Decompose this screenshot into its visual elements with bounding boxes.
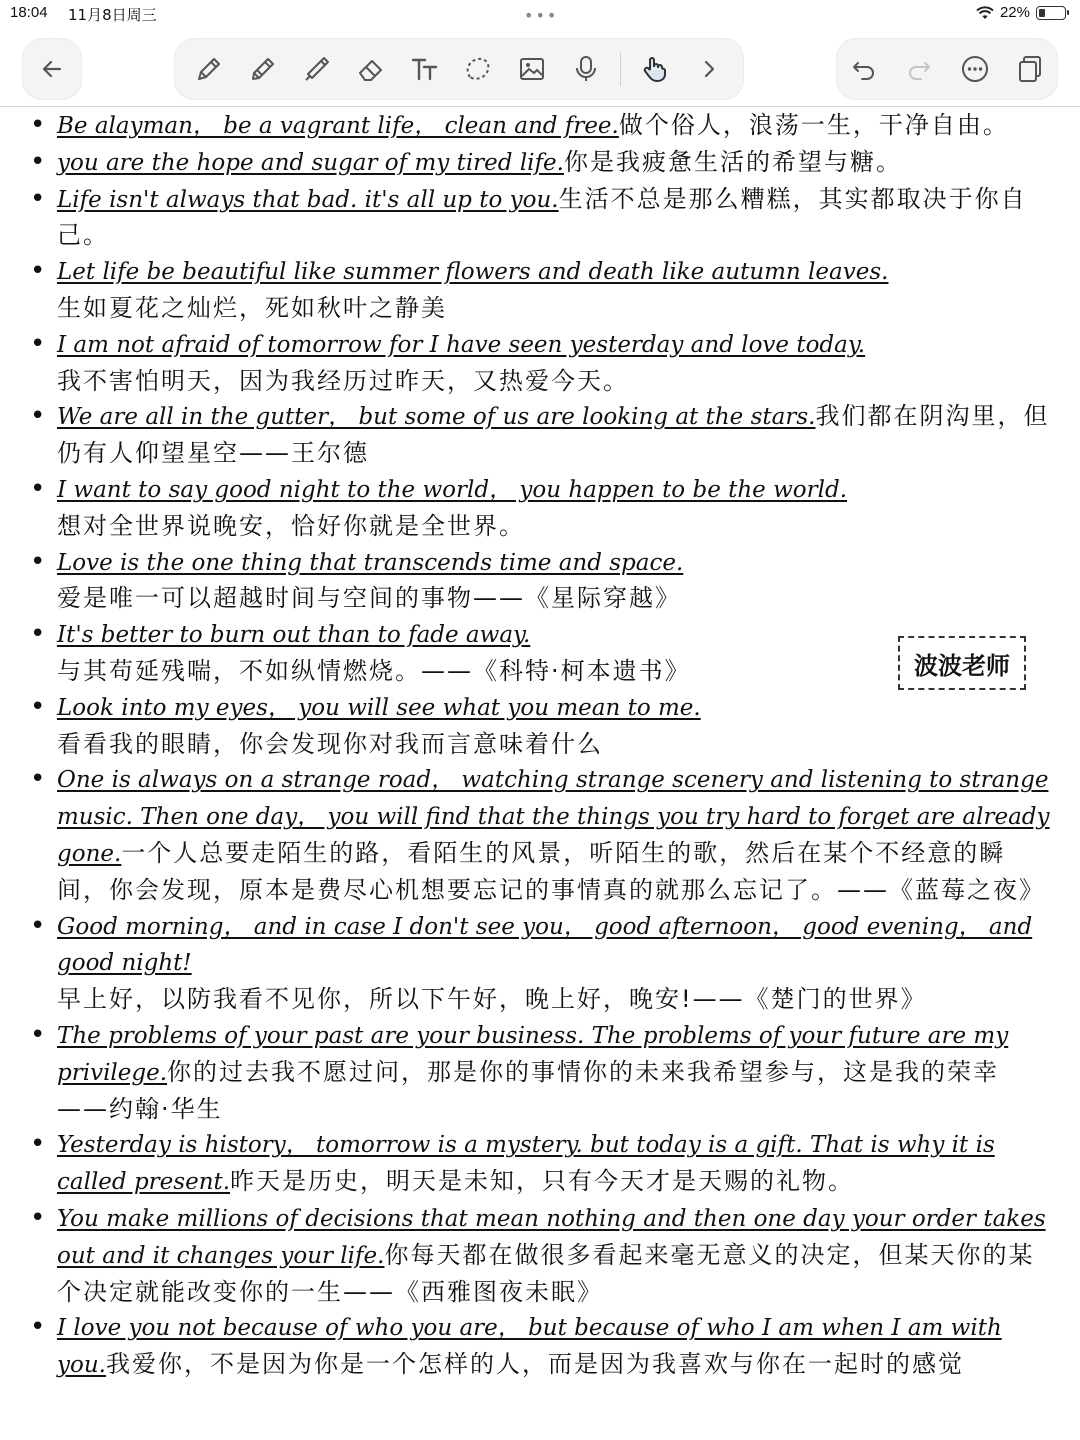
pen-tool-button[interactable] [189,49,229,89]
quote-chinese: 你每天都在做很多看起来毫无意义的决定，但某天你的某个决定就能改变你的一生——《西雅图夜未眠》 [57,1240,1035,1306]
lasso-tool-button[interactable] [458,49,498,89]
undo-button[interactable] [844,49,884,89]
multitasking-dots-icon[interactable]: ••• [524,6,559,25]
eraser-icon [355,53,387,85]
quote-chinese: 我不害怕明天，因为我经历过昨天，又热爱今天。 [57,366,629,395]
author-stamp: 波波老师 [898,636,1026,690]
list-item [0,1310,1080,1384]
more-options-button[interactable] [955,49,995,89]
list-item [0,327,1080,400]
quote-list [0,108,1080,1384]
quote-chinese: 我们都在阴沟里，但仍有人仰望星空——王尔德 [57,402,1050,468]
pencil-icon [247,53,279,85]
quote-english: Love is the one thing that transcends time and space. [57,549,684,576]
wifi-icon [976,6,994,20]
quote-chinese: 昨天是历史，明天是未知，只有今天才是天赐的礼物。 [230,1167,855,1196]
quote-chinese: 一个人总要走陌生的路，看陌生的风景，听陌生的歌，然后在某个不经意的瞬间，你会发现，原本是费尽心机想要忘记的事情真的就那么忘记了。——《蓝莓之夜》 [57,838,1045,904]
quote-english: I want to say good night to the world， you happen to be the world. [57,476,848,503]
quote-chinese: 早上好，以防我看不见你，所以下午好，晚上好，晚安!——《楚门的世界》 [57,985,927,1014]
redo-icon [903,53,935,85]
text-tool-button[interactable] [405,49,445,89]
list-item [0,1127,1080,1201]
more-icon [959,53,991,85]
battery-icon [1036,6,1066,20]
quote-chinese: 我爱你，不是因为你是一个怎样的人，而是因为我喜欢与你在一起时的感觉 [105,1350,964,1379]
list-item [0,690,1080,763]
highlighter-icon [301,53,333,85]
pencil-tool-button[interactable] [243,49,283,89]
back-button[interactable] [32,49,72,89]
text-icon [409,53,441,85]
quote-chinese: 你的过去我不愿过问，那是你的事情你的未来我希望参与，这是我的荣幸——约翰·华生 [57,1057,1000,1123]
list-item [0,909,1080,1018]
list-item [0,145,1080,182]
quote-english: Yesterday is history， tomorrow is a mystery. but today is a gift. That is why it is called present. [57,1132,995,1196]
quote-chinese: 你是我疲惫生活的希望与糖。 [563,147,902,176]
quote-english: Look into my eyes， you will see what you mean to me. [57,694,701,721]
more-tools-button[interactable] [689,49,729,89]
quote-english: It's better to burn out than to fade away. [57,622,531,649]
quote-english: Life isn't always that bad. it's all up to you. [57,186,559,213]
toolbar [0,30,1080,107]
back-pill [22,38,82,100]
redo-button[interactable] [899,49,939,89]
quote-chinese: 生活不总是那么糟糕，其实都取决于你自己。 [57,184,1027,250]
quote-english: The problems of your past are your business. The problems of your future are my privilege. [57,1022,1009,1086]
list-item [0,108,1080,145]
quote-english: One is always on a strange road， watching strange scenery and listening to strange music. Then one day， you will find that the things you try hard to forget are already gone. [57,767,1050,867]
hand-pointer-icon [639,53,671,85]
image-icon [516,53,548,85]
quote-english: Good morning， and in case I don't see you， good afternoon， good evening， and good night! [57,913,1033,977]
back-arrow-icon [36,53,68,85]
list-item [0,399,1080,472]
actions-pill [836,38,1058,100]
quote-english: I am not afraid of tomorrow for I have seen yesterday and love today. [57,331,866,358]
quote-chinese: 爱是唯一可以超越时间与空间的事物——《星际穿越》 [57,584,681,613]
quote-english: Let life be beautiful like summer flowers and death like autumn leaves. [57,259,889,286]
pages-icon [1014,53,1046,85]
list-item [0,182,1080,255]
list-item [0,762,1080,908]
list-item [0,254,1080,327]
microphone-icon [570,53,602,85]
quote-english: I love you not because of who you are， but because of who I am when I am with you. [57,1315,1002,1379]
tools-pill [174,38,744,100]
list-item [0,472,1080,545]
status-date: 11月8日周三 [68,6,157,24]
quote-chinese: 看看我的眼睛，你会发现你对我而言意味着什么 [57,729,603,758]
highlighter-tool-button[interactable] [297,49,337,89]
battery-percent: 22% [999,4,1030,21]
quote-chinese: 生如夏花之灿烂，死如秋叶之静美 [57,293,447,322]
battery-level [1039,9,1045,17]
quote-english: We are all in the gutter， but some of us are looking at the stars. [57,404,816,431]
list-item [0,1201,1080,1310]
status-bar [0,0,1080,30]
quote-chinese: 想对全世界说晚安，恰好你就是全世界。 [57,511,525,540]
lasso-icon [462,53,494,85]
microphone-tool-button[interactable] [566,49,606,89]
toolbar-divider [620,52,621,86]
quote-chinese: 与其苟延残喘，不如纵情燃烧。——《科特·柯本遗书》 [57,656,691,685]
pen-icon [193,53,225,85]
quote-english: You make millions of decisions that mean nothing and then one day your order takes out and it changes your life. [57,1205,1046,1269]
list-item [0,1018,1080,1127]
status-time: 18:04 [10,4,48,21]
undo-icon [848,53,880,85]
note-page[interactable] [0,108,1080,1440]
image-tool-button[interactable] [512,49,552,89]
list-item [0,545,1080,618]
pages-button[interactable] [1010,49,1050,89]
quote-chinese: 做个俗人，浪荡一生，干净自由。 [618,111,1009,139]
eraser-tool-button[interactable] [351,49,391,89]
chevron-right-icon [693,53,725,85]
hand-pointer-tool-button[interactable] [635,49,675,89]
quote-english: you are the hope and sugar of my tired life. [57,149,564,176]
quote-english: Be alayman， be a vagrant life， clean and free. [57,113,619,139]
